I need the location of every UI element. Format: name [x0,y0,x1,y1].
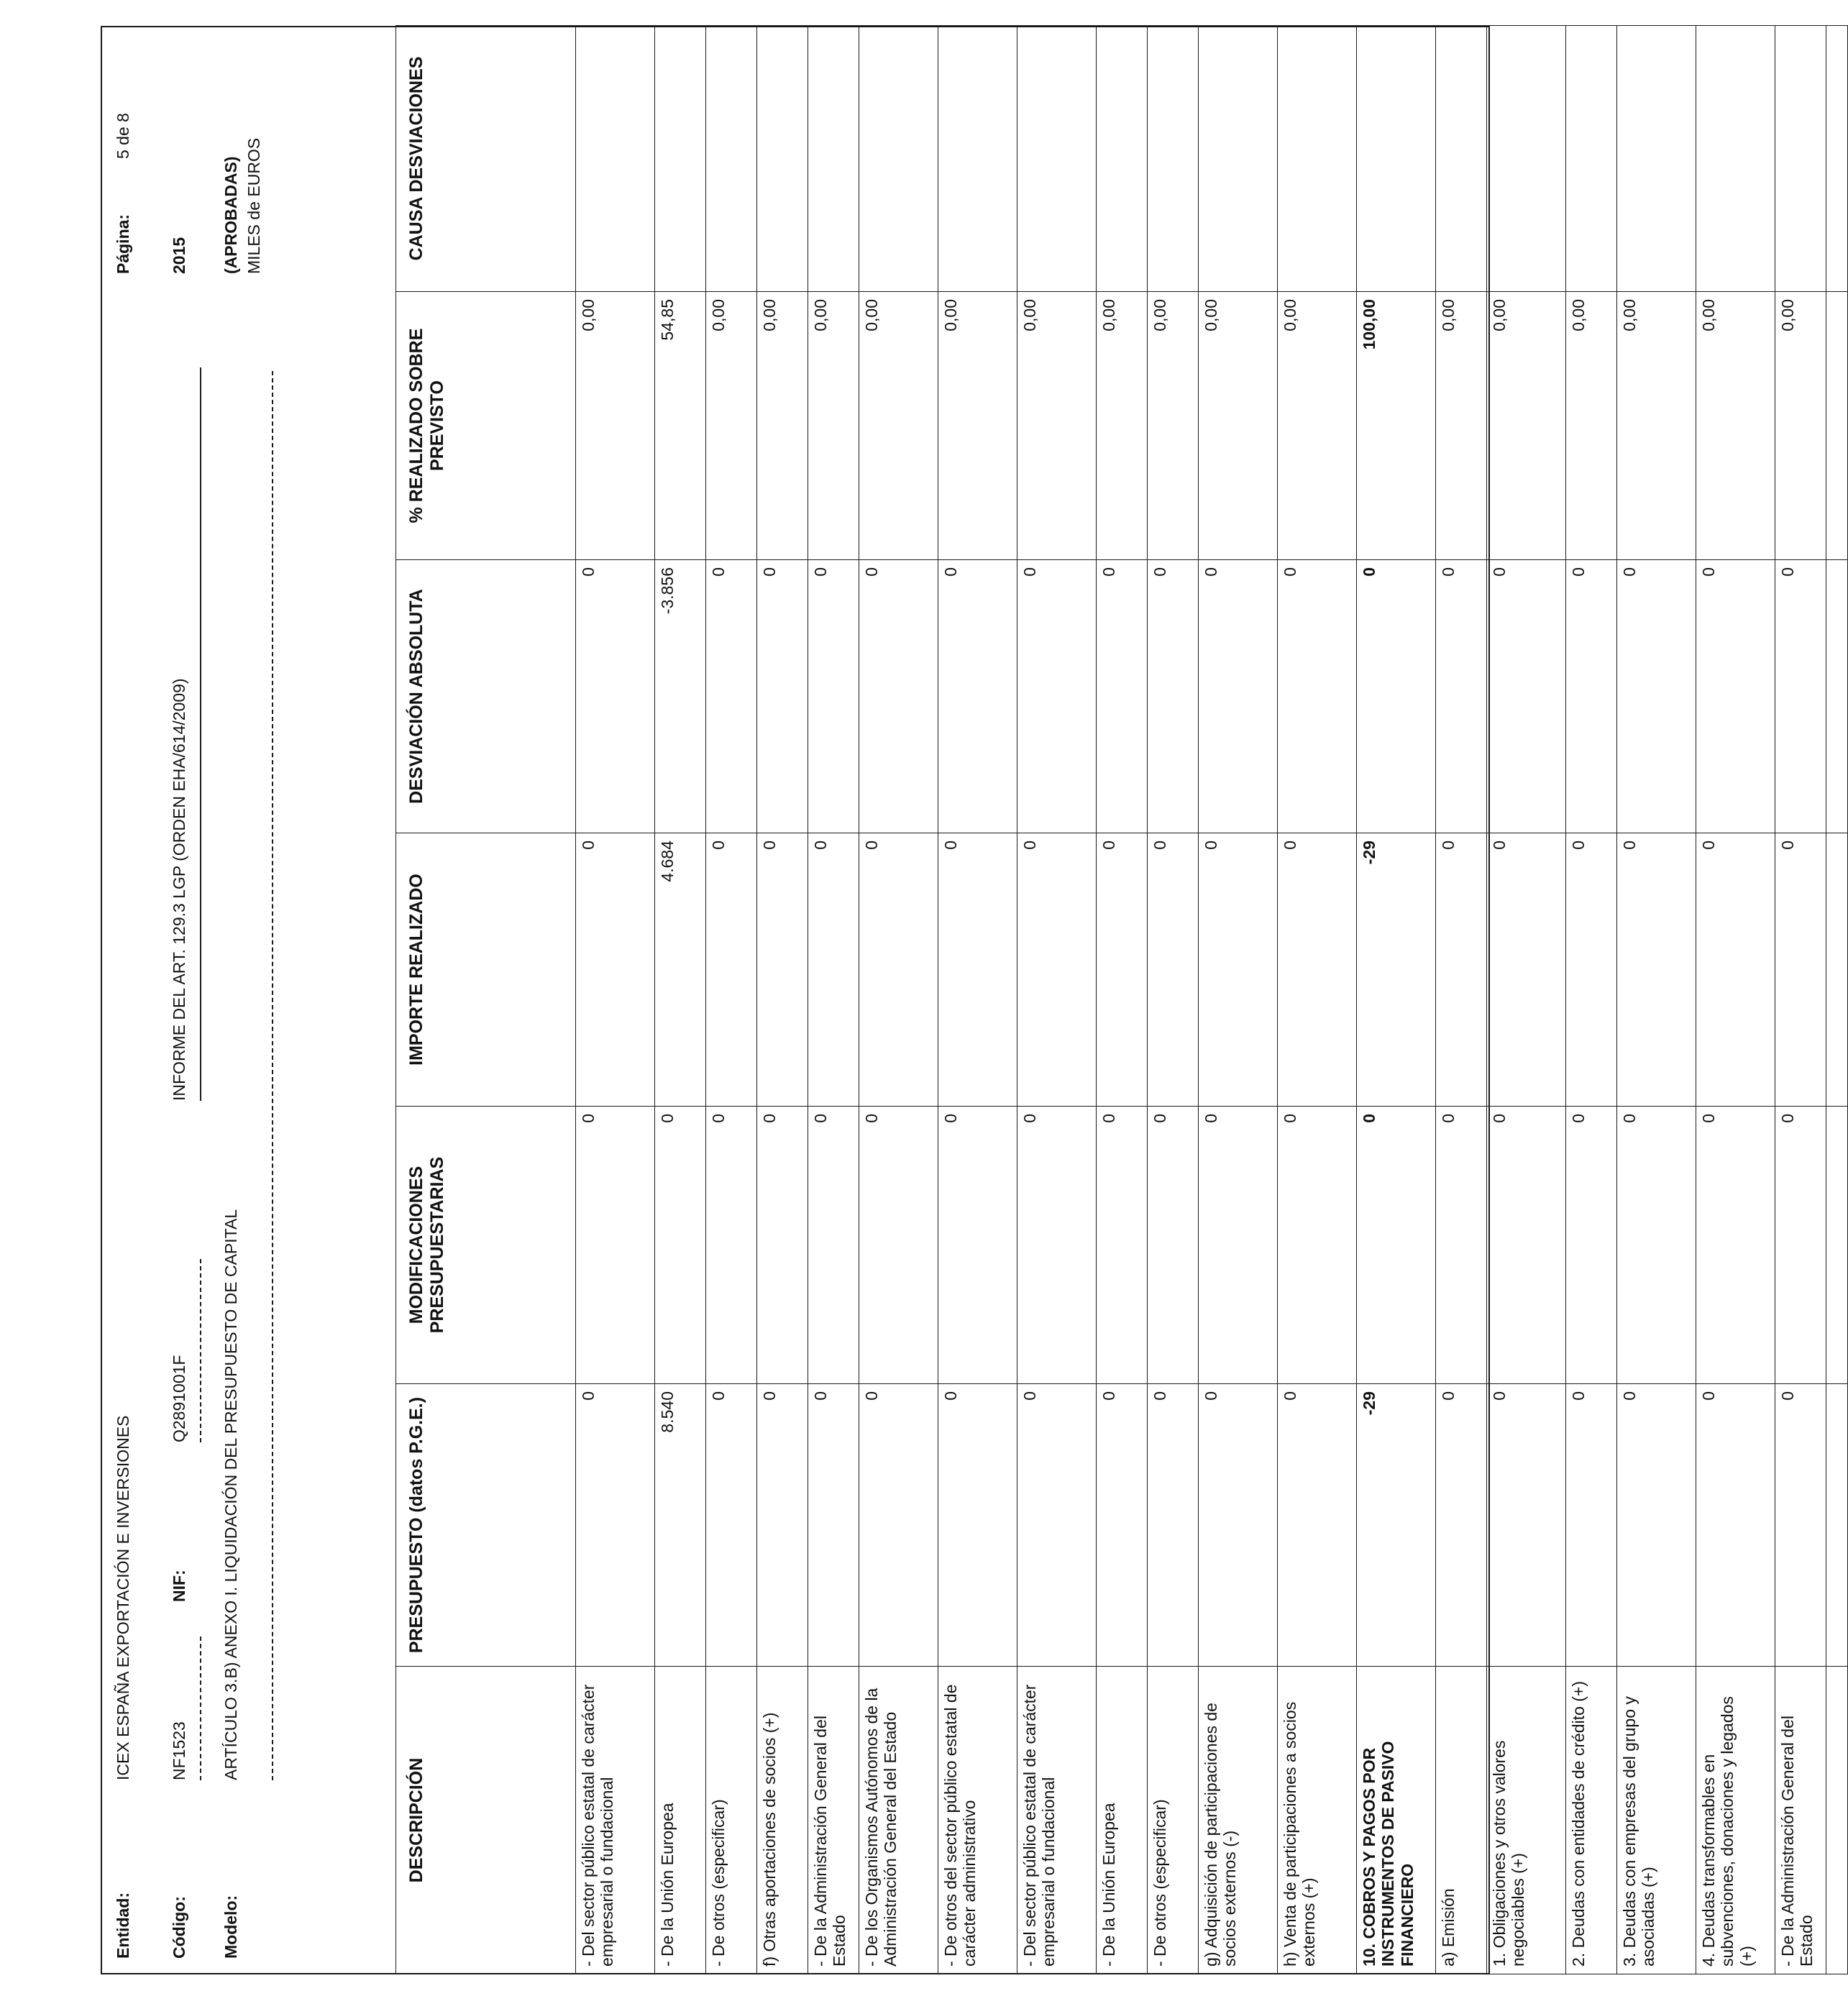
cell-porcentaje: 0,00 [1617,292,1696,560]
cell-causa [1278,26,1357,292]
cell-presupuesto: 0 [1278,1384,1357,1667]
cell-descripcion: 3. Deudas con empresas del grupo y asociadas (+) [1617,1667,1696,1974]
cell-porcentaje: 0,00 [1436,292,1487,560]
cell-importe: 0 [808,833,859,1107]
empty-cell [1826,26,1848,292]
informe-title: INFORME DEL ART. 129.3 LGP (ORDEN EHA/614/2009) [170,678,188,1101]
cell-desviacion: 0 [1566,560,1617,833]
cell-desviacion: 0 [757,560,808,833]
cell-desviacion: 0 [706,560,757,833]
col-desviacion: DESVIACIÓN ABSOLUTA [396,560,576,833]
cell-desviacion: 0 [1199,560,1278,833]
cell-causa [706,26,757,292]
cell-modificaciones: 0 [1775,1107,1826,1384]
cell-modificaciones: 0 [859,1107,938,1384]
cell-presupuesto: 0 [1148,1384,1199,1667]
cell-presupuesto: 0 [1617,1384,1696,1667]
col-presupuesto: PRESUPUESTO (datos P.G.E.) [396,1384,576,1667]
empty-cell [1826,1667,1848,1974]
cell-descripcion: - Del sector público estatal de carácter empresarial o fundacional [576,1667,655,1974]
cell-causa [938,26,1017,292]
cell-modificaciones: 0 [1199,1107,1278,1384]
cell-causa [1775,26,1826,292]
cell-presupuesto: 0 [1017,1384,1097,1667]
cell-desviacion: 0 [808,560,859,833]
cell-porcentaje: 0,00 [1097,292,1148,560]
cell-importe: 0 [1148,833,1199,1107]
empty-cell [1826,1384,1848,1667]
cell-causa [1199,26,1278,292]
cell-porcentaje: 0,00 [808,292,859,560]
cell-modificaciones: 0 [1278,1107,1357,1384]
cell-importe: 0 [1617,833,1696,1107]
cell-presupuesto: 0 [938,1384,1017,1667]
cell-modificaciones: 0 [1357,1107,1436,1384]
cell-importe: 0 [1696,833,1775,1107]
table-row [1097,26,1148,1974]
cell-descripcion: - De los Organismos Autónomos de la Administración General del Estado [859,1667,938,1974]
cell-porcentaje: 0,00 [1775,292,1826,560]
cell-importe: 0 [1436,833,1487,1107]
table-row [1487,26,1566,1974]
aprobadas: (APROBADAS) [221,156,240,274]
cell-desviacion: 0 [1436,560,1487,833]
cell-descripcion: - De la Administración General del Estado [1775,1667,1826,1974]
cell-causa [1148,26,1199,292]
cell-presupuesto: 0 [1696,1384,1775,1667]
cell-causa [576,26,655,292]
cell-presupuesto: 0 [1097,1384,1148,1667]
table-row [1436,26,1487,1974]
cell-modificaciones: 0 [655,1107,706,1384]
cell-descripcion: 2. Deudas con entidades de crédito (+) [1566,1667,1617,1974]
table-row [859,26,938,1974]
cell-desviacion: 0 [1017,560,1097,833]
cell-porcentaje: 0,00 [938,292,1017,560]
cell-descripcion: - De la Administración General del Estado [808,1667,859,1974]
cell-porcentaje: 0,00 [1487,292,1566,560]
cell-causa [655,26,706,292]
cell-causa [757,26,808,292]
table-row [655,26,706,1974]
cell-causa [1357,26,1436,292]
col-porcentaje: % REALIZADO SOBRE PREVISTO [396,292,576,560]
modelo-label: Modelo: [221,1895,240,1959]
cell-presupuesto: 0 [1487,1384,1566,1667]
cell-descripcion: - De otros (especificar) [1148,1667,1199,1974]
cell-modificaciones: 0 [706,1107,757,1384]
table-row [1148,26,1199,1974]
table-filler-row [1826,26,1848,1974]
cell-presupuesto: 8.540 [655,1384,706,1667]
cell-descripcion: a) Emisión [1436,1667,1487,1974]
cell-importe: 0 [576,833,655,1107]
cell-importe: 0 [1017,833,1097,1107]
entidad-value: ICEX ESPAÑA EXPORTACIÓN E INVERSIONES [114,1415,132,1780]
cell-importe: 0 [1278,833,1357,1107]
cell-porcentaje: 0,00 [1199,292,1278,560]
cell-importe: 4.684 [655,833,706,1107]
informe-underline [200,367,201,1101]
cell-desviacion: 0 [1617,560,1696,833]
cell-descripcion: - Del sector público estatal de carácter empresarial o fundacional [1017,1667,1097,1974]
cell-porcentaje: 0,00 [1148,292,1199,560]
cell-causa [1566,26,1617,292]
col-modificaciones: MODIFICACIONES PRESUPUESTARIAS [396,1107,576,1384]
cell-causa [1017,26,1097,292]
cell-modificaciones: 0 [1487,1107,1566,1384]
cell-presupuesto: 0 [1199,1384,1278,1667]
cell-importe: 0 [938,833,1017,1107]
cell-causa [1097,26,1148,292]
pagina-value: 5 de 8 [114,113,132,159]
cell-porcentaje: 0,00 [706,292,757,560]
nif-label: NIF: [170,1570,188,1602]
table-row [576,26,655,1974]
cell-desviacion: 0 [1487,560,1566,833]
cell-desviacion: 0 [1357,560,1436,833]
table-row [1696,26,1775,1974]
cell-porcentaje: 0,00 [1017,292,1097,560]
cell-causa [1436,26,1487,292]
cell-presupuesto: 0 [1566,1384,1617,1667]
cell-desviacion: 0 [1696,560,1775,833]
cell-descripcion: - De la Unión Europea [655,1667,706,1974]
cell-descripcion: - De la Unión Europea [1097,1667,1148,1974]
cell-porcentaje: 0,00 [1566,292,1617,560]
cell-modificaciones: 0 [1617,1107,1696,1384]
cell-descripcion: g) Adquisición de participaciones de socios externos (-) [1199,1667,1278,1974]
nif-dash [200,1259,201,1442]
cell-modificaciones: 0 [1017,1107,1097,1384]
col-descripcion: DESCRIPCIÓN [396,1667,576,1974]
cell-importe: 0 [1566,833,1617,1107]
unidades: MILES de EUROS [244,137,263,274]
codigo-value: NF1523 [170,1721,188,1780]
cell-modificaciones: 0 [1696,1107,1775,1384]
cell-causa [859,26,938,292]
codigo-dash [200,1636,201,1780]
cell-descripcion: 10. COBROS Y PAGOS POR INSTRUMENTOS DE PASIVO FINANCIERO [1357,1667,1436,1974]
header-row [396,26,576,1974]
cell-presupuesto: 0 [808,1384,859,1667]
cell-causa [1617,26,1696,292]
cell-importe: 0 [1097,833,1148,1107]
liquidacion-table [395,25,1848,1974]
cell-desviacion: 0 [1097,560,1148,833]
pagina-label: Página: [114,214,132,274]
cell-porcentaje: 100,00 [1357,292,1436,560]
cell-causa [1696,26,1775,292]
cell-descripcion: - De otros (especificar) [706,1667,757,1974]
cell-descripcion: f) Otras aportaciones de socios (+) [757,1667,808,1974]
cell-modificaciones: 0 [1566,1107,1617,1384]
cell-descripcion: 4. Deudas transformables en subvenciones, donaciones y legados (+) [1696,1667,1775,1974]
cell-importe: 0 [757,833,808,1107]
table-row [1017,26,1097,1974]
modelo-value: ARTÍCULO 3.B) ANEXO I. LIQUIDACIÓN DEL PRESUPUESTO DE CAPITAL [221,1209,240,1780]
table-row [938,26,1017,1974]
cell-porcentaje: 0,00 [757,292,808,560]
cell-desviacion: 0 [1148,560,1199,833]
cell-modificaciones: 0 [1436,1107,1487,1384]
cell-modificaciones: 0 [1148,1107,1199,1384]
cell-desviacion: 0 [859,560,938,833]
cell-modificaciones: 0 [757,1107,808,1384]
empty-cell [1826,560,1848,833]
table-row [808,26,859,1974]
cell-desviacion: -3.856 [655,560,706,833]
cell-importe: 0 [1487,833,1566,1107]
cell-modificaciones: 0 [808,1107,859,1384]
empty-cell [1826,833,1848,1107]
table-row [757,26,808,1974]
year: 2015 [170,237,188,274]
cell-desviacion: 0 [1278,560,1357,833]
cell-descripcion: - De otros del sector público estatal de carácter administrativo [938,1667,1017,1974]
nif-value: Q2891001F [170,1355,188,1442]
table-row [1775,26,1826,1974]
cell-descripcion: h) Venta de participaciones a socios externos (+) [1278,1667,1357,1974]
cell-desviacion: 0 [938,560,1017,833]
table-row [1278,26,1357,1974]
cell-porcentaje: 0,00 [576,292,655,560]
cell-presupuesto: 0 [1775,1384,1826,1667]
cell-presupuesto: 0 [1436,1384,1487,1667]
cell-descripcion: 1. Obligaciones y otros valores negociables (+) [1487,1667,1566,1974]
cell-desviacion: 0 [1775,560,1826,833]
cell-importe: 0 [1199,833,1278,1107]
cell-presupuesto: 0 [859,1384,938,1667]
col-causa: CAUSA DESVIACIONES [396,26,576,292]
entidad-label: Entidad: [114,1892,132,1959]
cell-importe: -29 [1357,833,1436,1107]
table-row [706,26,757,1974]
cell-importe: 0 [859,833,938,1107]
modelo-dash [272,371,273,1780]
cell-porcentaje: 0,00 [1278,292,1357,560]
cell-porcentaje: 0,00 [859,292,938,560]
table-row [1357,26,1436,1974]
cell-modificaciones: 0 [1097,1107,1148,1384]
empty-cell [1826,292,1848,560]
table-row [1617,26,1696,1974]
cell-presupuesto: 0 [706,1384,757,1667]
cell-modificaciones: 0 [576,1107,655,1384]
cell-presupuesto: 0 [757,1384,808,1667]
cell-presupuesto: -29 [1357,1384,1436,1667]
table-row [1566,26,1617,1974]
empty-cell [1826,1107,1848,1384]
cell-desviacion: 0 [576,560,655,833]
cell-causa [1487,26,1566,292]
cell-porcentaje: 0,00 [1696,292,1775,560]
table-row [1199,26,1278,1974]
col-importe: IMPORTE REALIZADO [396,833,576,1107]
cell-modificaciones: 0 [938,1107,1017,1384]
cell-importe: 0 [706,833,757,1107]
codigo-label: Código: [170,1896,188,1959]
cell-porcentaje: 54,85 [655,292,706,560]
cell-importe: 0 [1775,833,1826,1107]
cell-presupuesto: 0 [576,1384,655,1667]
cell-causa [808,26,859,292]
